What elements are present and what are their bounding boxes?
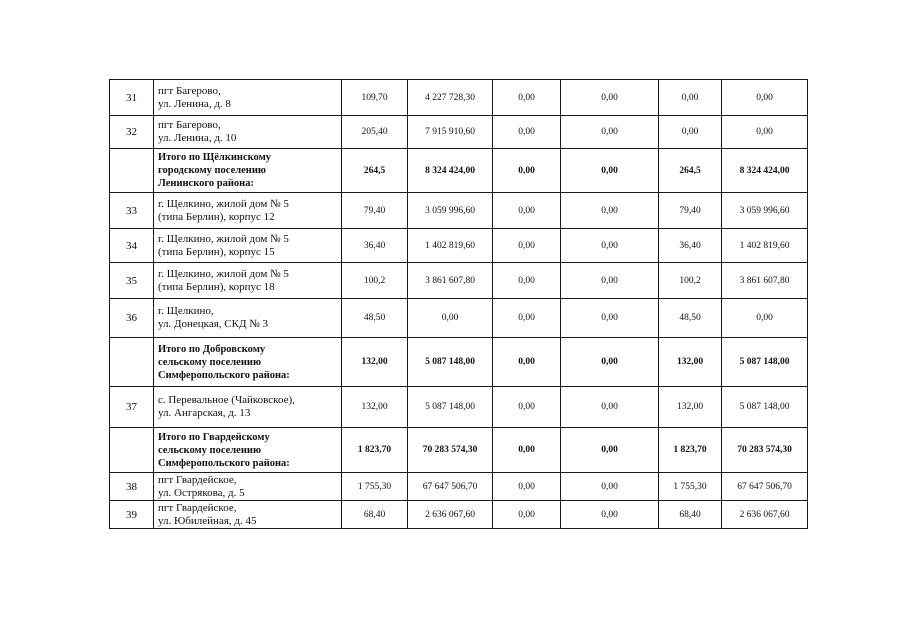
subtotal-label: Итого по Щёлкинскому городскому поселению Ленинского района:	[154, 149, 342, 193]
cost-cell: 8 324 424,00	[408, 149, 493, 193]
address-cell: г. Щелкино, ул. Донецкая, СКД № 3	[154, 299, 342, 338]
value-cell-4: 0,00	[561, 263, 659, 299]
table-row	[110, 193, 808, 229]
cost-cell: 3 059 996,60	[408, 193, 493, 229]
area-cell: 68,40	[342, 501, 408, 529]
cost-cell: 4 227 728,30	[408, 80, 493, 116]
table-row	[110, 387, 808, 428]
table-row	[110, 473, 808, 501]
cost-cell: 1 402 819,60	[408, 229, 493, 263]
area-cell: 36,40	[342, 229, 408, 263]
cost-cell: 3 861 607,80	[408, 263, 493, 299]
subtotal-label: Итого по Добровскому сельскому поселению Симферопольского района:	[154, 338, 342, 387]
value-cell-6: 0,00	[722, 80, 808, 116]
housing-resettlement-table	[109, 79, 808, 529]
cost-cell: 0,00	[408, 299, 493, 338]
table-row	[110, 501, 808, 529]
value-cell-3: 0,00	[493, 229, 561, 263]
value-cell-4: 0,00	[561, 338, 659, 387]
subtotal-row	[110, 428, 808, 473]
value-cell-5: 1 755,30	[659, 473, 722, 501]
value-cell-3: 0,00	[493, 263, 561, 299]
cost-cell: 5 087 148,00	[408, 387, 493, 428]
subtotal-label: Итого по Гвардейскому сельскому поселению Симферопольского района:	[154, 428, 342, 473]
address-cell: пгт Гвардейское, ул. Острякова, д. 5	[154, 473, 342, 501]
table-row	[110, 80, 808, 116]
area-cell: 264,5	[342, 149, 408, 193]
row-number: 38	[110, 473, 154, 501]
value-cell-6: 1 402 819,60	[722, 229, 808, 263]
value-cell-5: 79,40	[659, 193, 722, 229]
row-number: 32	[110, 116, 154, 149]
value-cell-5: 36,40	[659, 229, 722, 263]
value-cell-3: 0,00	[493, 473, 561, 501]
area-cell: 79,40	[342, 193, 408, 229]
cost-cell: 67 647 506,70	[408, 473, 493, 501]
value-cell-4: 0,00	[561, 473, 659, 501]
value-cell-5: 132,00	[659, 338, 722, 387]
row-number: 37	[110, 387, 154, 428]
value-cell-4: 0,00	[561, 299, 659, 338]
cost-cell: 5 087 148,00	[408, 338, 493, 387]
address-cell: пгт Гвардейское, ул. Юбилейная, д. 45	[154, 501, 342, 529]
row-number	[110, 338, 154, 387]
address-cell: г. Щелкино, жилой дом № 5 (типа Берлин), корпус 12	[154, 193, 342, 229]
area-cell: 132,00	[342, 338, 408, 387]
value-cell-3: 0,00	[493, 299, 561, 338]
row-number	[110, 428, 154, 473]
area-cell: 1 823,70	[342, 428, 408, 473]
value-cell-6: 3 861 607,80	[722, 263, 808, 299]
address-cell: с. Перевальное (Чайковское), ул. Ангарская, д. 13	[154, 387, 342, 428]
address-cell: г. Щелкино, жилой дом № 5 (типа Берлин), корпус 18	[154, 263, 342, 299]
row-number: 35	[110, 263, 154, 299]
table-row	[110, 299, 808, 338]
row-number: 31	[110, 80, 154, 116]
address-cell: г. Щелкино, жилой дом № 5 (типа Берлин), корпус 15	[154, 229, 342, 263]
value-cell-5: 0,00	[659, 80, 722, 116]
table-row	[110, 263, 808, 299]
value-cell-6: 0,00	[722, 299, 808, 338]
value-cell-3: 0,00	[493, 501, 561, 529]
value-cell-5: 68,40	[659, 501, 722, 529]
cost-cell: 70 283 574,30	[408, 428, 493, 473]
value-cell-5: 1 823,70	[659, 428, 722, 473]
value-cell-4: 0,00	[561, 193, 659, 229]
value-cell-4: 0,00	[561, 428, 659, 473]
value-cell-6: 2 636 067,60	[722, 501, 808, 529]
value-cell-3: 0,00	[493, 80, 561, 116]
value-cell-3: 0,00	[493, 193, 561, 229]
value-cell-6: 70 283 574,30	[722, 428, 808, 473]
table-body	[110, 80, 808, 529]
value-cell-6: 67 647 506,70	[722, 473, 808, 501]
table-row	[110, 229, 808, 263]
value-cell-4: 0,00	[561, 501, 659, 529]
row-number: 34	[110, 229, 154, 263]
subtotal-row	[110, 338, 808, 387]
area-cell: 109,70	[342, 80, 408, 116]
cost-cell: 7 915 910,60	[408, 116, 493, 149]
value-cell-6: 5 087 148,00	[722, 338, 808, 387]
value-cell-4: 0,00	[561, 149, 659, 193]
row-number: 36	[110, 299, 154, 338]
value-cell-6: 0,00	[722, 116, 808, 149]
value-cell-6: 5 087 148,00	[722, 387, 808, 428]
area-cell: 48,50	[342, 299, 408, 338]
value-cell-3: 0,00	[493, 149, 561, 193]
value-cell-5: 264,5	[659, 149, 722, 193]
value-cell-3: 0,00	[493, 387, 561, 428]
cost-cell: 2 636 067,60	[408, 501, 493, 529]
subtotal-row	[110, 149, 808, 193]
value-cell-3: 0,00	[493, 116, 561, 149]
value-cell-3: 0,00	[493, 338, 561, 387]
value-cell-4: 0,00	[561, 229, 659, 263]
value-cell-6: 8 324 424,00	[722, 149, 808, 193]
value-cell-6: 3 059 996,60	[722, 193, 808, 229]
table-row	[110, 116, 808, 149]
value-cell-5: 100,2	[659, 263, 722, 299]
value-cell-4: 0,00	[561, 387, 659, 428]
value-cell-5: 132,00	[659, 387, 722, 428]
address-cell: пгт Багерово, ул. Ленина, д. 8	[154, 80, 342, 116]
value-cell-4: 0,00	[561, 80, 659, 116]
row-number	[110, 149, 154, 193]
value-cell-5: 48,50	[659, 299, 722, 338]
row-number: 33	[110, 193, 154, 229]
area-cell: 205,40	[342, 116, 408, 149]
value-cell-3: 0,00	[493, 428, 561, 473]
value-cell-4: 0,00	[561, 116, 659, 149]
area-cell: 1 755,30	[342, 473, 408, 501]
value-cell-5: 0,00	[659, 116, 722, 149]
area-cell: 100,2	[342, 263, 408, 299]
row-number: 39	[110, 501, 154, 529]
address-cell: пгт Багерово, ул. Ленина, д. 10	[154, 116, 342, 149]
area-cell: 132,00	[342, 387, 408, 428]
